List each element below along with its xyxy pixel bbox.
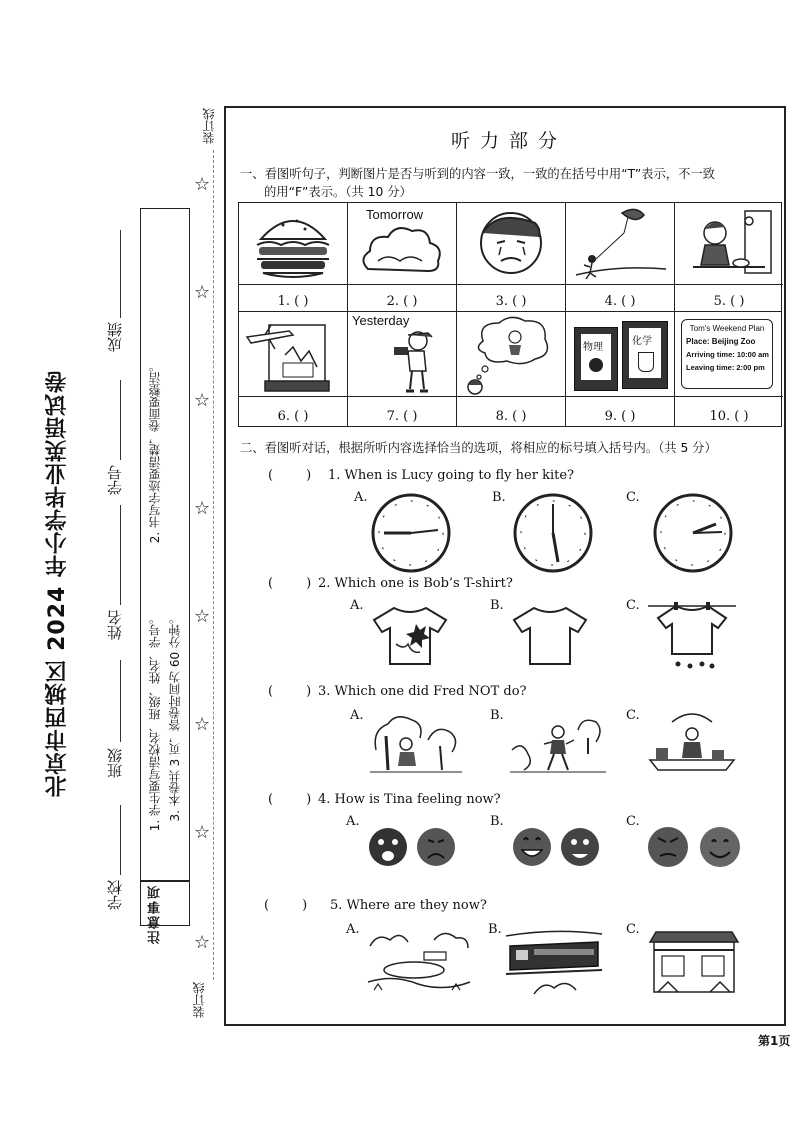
name-line[interactable] <box>120 505 121 605</box>
q1-text: 1. When is Lucy going to fly her kite? <box>328 468 574 483</box>
clock-icon <box>512 492 594 574</box>
grid-cell-3 <box>457 203 566 311</box>
binding-line-top: 装订线 <box>202 108 216 144</box>
id-label: 学号 <box>106 465 124 495</box>
star-icon: ☆ <box>194 498 211 519</box>
physics-book <box>574 327 618 391</box>
item-5-answer[interactable]: 5. ( ) <box>713 294 745 309</box>
grid-cell-9 <box>566 311 675 426</box>
score-label: 成绩 <box>106 322 124 352</box>
q5-option-a[interactable]: A. <box>346 922 360 937</box>
item-6-answer[interactable]: 6. ( ) <box>277 409 309 424</box>
wet-tshirt-icon <box>646 600 738 672</box>
binding-line-bottom: 装订线 <box>192 982 206 1018</box>
running-scene-icon <box>508 710 608 776</box>
physics-book-title: 物理 <box>583 342 603 353</box>
q4-text: 4. How is Tina feeling now? <box>318 792 501 807</box>
score-line[interactable] <box>120 230 121 318</box>
q4-bracket[interactable]: ( ) <box>268 792 312 807</box>
note-2: 2. 书写字迹要清楚，卷面要整洁。 <box>148 360 162 544</box>
shop-scene-icon <box>648 926 740 996</box>
picture-grid-row-2 <box>238 311 782 427</box>
yesterday-label: Yesterday <box>352 313 410 328</box>
picture-dream-bubble <box>457 311 565 397</box>
grid-cell-2 <box>348 203 457 311</box>
class-label: 班级 <box>106 748 124 778</box>
note-1: 1. 学生要写清校名、班级、姓名、学号。 <box>148 612 162 832</box>
part1-instruction-1: 一、看图听句子，判断图片是否与听到的内容一致，一致的在括号中用“T”表示，不一致 <box>240 167 715 181</box>
faces-icon <box>368 824 458 870</box>
physics-ball-icon <box>589 358 603 372</box>
dream-bubble-icon <box>457 311 565 397</box>
binding-dash-line <box>213 150 214 980</box>
item-3-answer[interactable]: 3. ( ) <box>495 294 527 309</box>
picture-boy-photographer <box>348 311 456 397</box>
q2-option-c[interactable]: C. <box>626 598 640 613</box>
q2-option-a[interactable]: A. <box>350 598 364 613</box>
picture-grid-row-1 <box>238 202 782 312</box>
picture-plan-card <box>675 311 783 397</box>
name-label: 姓名 <box>106 610 124 640</box>
star-icon: ☆ <box>194 390 211 411</box>
reading-scene-icon <box>366 710 466 776</box>
school-label: 学校 <box>106 880 124 910</box>
picnic-scene-icon <box>642 708 742 776</box>
item-4-answer[interactable]: 4. ( ) <box>604 294 636 309</box>
chemistry-book-title: 化学 <box>632 336 652 347</box>
clock-icon <box>370 492 452 574</box>
q1-option-a[interactable]: A. <box>354 490 368 505</box>
id-line[interactable] <box>120 380 121 460</box>
kite-icon <box>566 203 674 283</box>
school-line[interactable] <box>120 805 121 875</box>
chemistry-book <box>622 321 668 389</box>
faces-icon <box>512 824 602 870</box>
picture-hamburger <box>239 203 347 285</box>
q5-text: 5. Where are they now? <box>330 898 487 913</box>
plan-place: Place: Beijing Zoo <box>686 337 756 346</box>
picture-travel-book <box>239 311 347 397</box>
plan-card <box>681 319 773 389</box>
grid-cell-4 <box>566 203 675 311</box>
notes-label: 注意事项 <box>148 884 163 944</box>
q3-option-a[interactable]: A. <box>350 708 364 723</box>
note-3: 3. 本卷共 3 页，答卷时间为 60 分钟。 <box>168 612 182 822</box>
page-number: 第1页 <box>758 1034 791 1048</box>
star-icon: ☆ <box>194 174 211 195</box>
crying-boy-icon <box>457 203 565 283</box>
plan-leaving: Leaving time: 2:00 pm <box>686 363 765 372</box>
star-icon: ☆ <box>194 822 211 843</box>
q3-text: 3. Which one did Fred NOT do? <box>318 684 527 699</box>
q2-bracket[interactable]: ( ) <box>268 576 312 591</box>
picture-eating-boy <box>675 203 783 285</box>
exam-title: 北京市西城区 2024 年小学毕业英语试卷 <box>45 370 70 798</box>
chemistry-book-cover <box>629 328 661 378</box>
item-1-answer[interactable]: 1. ( ) <box>277 294 309 309</box>
q3-option-b[interactable]: B. <box>490 708 504 723</box>
q4-option-a[interactable]: A. <box>346 814 360 829</box>
eating-boy-icon <box>675 203 783 283</box>
plan-title: Tom's Weekend Plan <box>689 324 765 333</box>
tomorrow-label: Tomorrow <box>366 207 424 222</box>
grid-cell-8 <box>457 311 566 426</box>
item-9-answer[interactable]: 9. ( ) <box>604 409 636 424</box>
grid-cell-1 <box>239 203 348 311</box>
class-line[interactable] <box>120 660 121 742</box>
item-2-answer[interactable]: 2. ( ) <box>386 294 418 309</box>
part2-instruction: 二、看图听对话，根据所听内容选择恰当的选项，将相应的标号填入括号内。（共 5 分） <box>240 441 717 455</box>
q3-bracket[interactable]: ( ) <box>268 684 312 699</box>
picture-kite <box>566 203 674 285</box>
hamburger-icon <box>239 203 347 283</box>
grid-cell-5 <box>675 203 783 311</box>
q1-bracket[interactable]: ( ) <box>268 468 312 483</box>
q1-option-c[interactable]: C. <box>626 490 640 505</box>
park-scene-icon <box>364 926 474 996</box>
faces-icon <box>646 824 742 870</box>
q4-option-b[interactable]: B. <box>490 814 504 829</box>
q4-option-c[interactable]: C. <box>626 814 640 829</box>
q3-option-c[interactable]: C. <box>626 708 640 723</box>
picture-cloudy <box>348 203 456 285</box>
grid-cell-10 <box>675 311 783 426</box>
picture-crying-boy <box>457 203 565 285</box>
q5-option-b[interactable]: B. <box>488 922 502 937</box>
q2-option-b[interactable]: B. <box>490 598 504 613</box>
grid-cell-7 <box>348 311 457 426</box>
clock-icon <box>652 492 734 574</box>
dirty-tshirt-icon <box>370 604 450 668</box>
item-8-answer[interactable]: 8. ( ) <box>495 409 527 424</box>
q5-option-c[interactable]: C. <box>626 922 640 937</box>
q2-text: 2. Which one is Bob’s T-shirt? <box>318 576 513 591</box>
plan-arriving: Arriving time: 10:00 am <box>686 350 769 359</box>
q5-bracket[interactable]: ( ) <box>264 898 308 913</box>
section-title: 听 力 部 分 <box>450 130 560 152</box>
star-icon: ☆ <box>194 714 211 735</box>
train-scene-icon <box>504 924 604 996</box>
picture-books <box>566 311 674 397</box>
star-icon: ☆ <box>194 282 211 303</box>
notes-divider <box>140 880 190 882</box>
item-10-answer[interactable]: 10. ( ) <box>709 409 749 424</box>
star-icon: ☆ <box>194 606 211 627</box>
tshirt-icon <box>510 604 590 668</box>
grid-cell-6 <box>239 311 348 426</box>
physics-book-cover <box>581 334 611 380</box>
part1-instruction-2: 的用“F”表示。（共 10 分） <box>264 185 412 199</box>
star-icon: ☆ <box>194 932 211 953</box>
item-7-answer[interactable]: 7. ( ) <box>386 409 418 424</box>
flask-icon <box>638 352 654 372</box>
travel-book-icon <box>239 311 347 397</box>
q1-option-b[interactable]: B. <box>492 490 506 505</box>
